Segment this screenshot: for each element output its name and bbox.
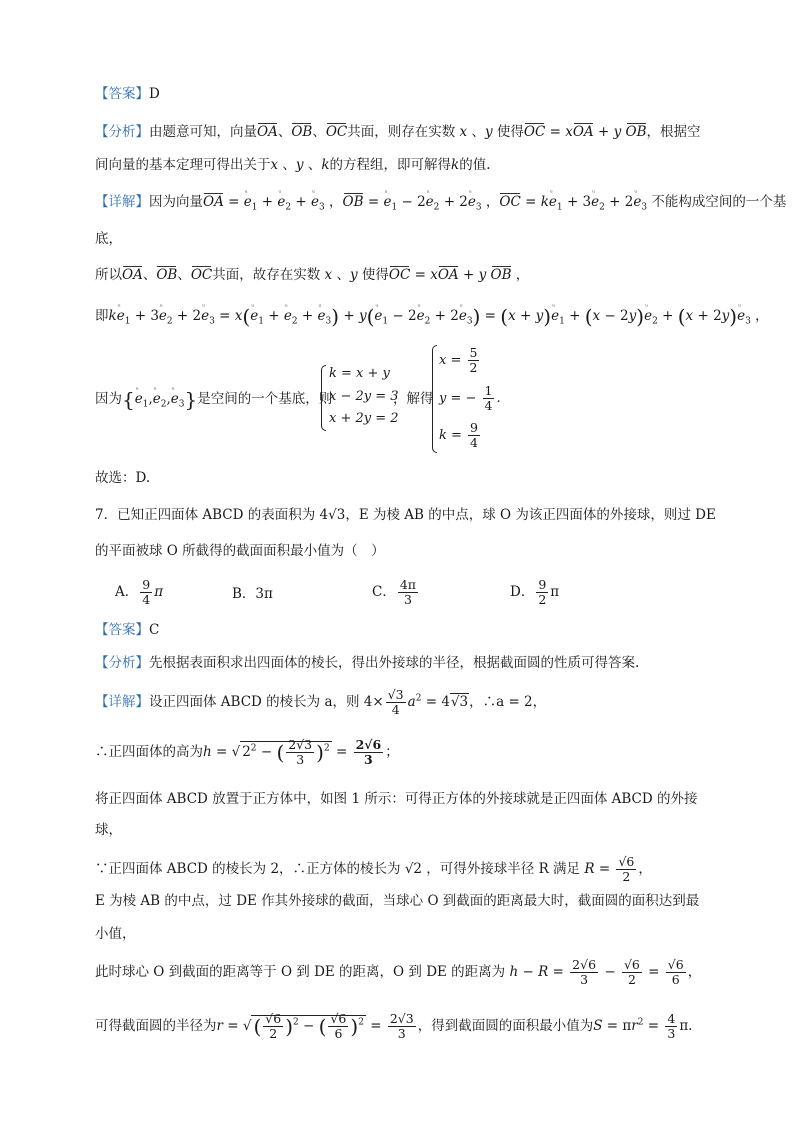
answer-line [95, 84, 160, 104]
detail-text: 因为 [95, 391, 122, 407]
detail-text: 小值， [95, 926, 136, 942]
detail-text: 球， [95, 822, 122, 838]
solution-brace [432, 345, 437, 453]
solve-text [393, 389, 434, 409]
detail-text: 此时球心 O 到截面的距离等于 O 到 DE 的距离，O 到 DE 的距离为 [95, 964, 506, 980]
analysis-text: 共面，则存在实数 [347, 124, 456, 140]
answer-tag: 【答案】 [95, 86, 149, 102]
option-label: B．3π [232, 586, 273, 602]
detail-text: E 为棱 AB 的中点，过 DE 作其外接球的截面，当球心 O 到截面的距离最大时，截面圆的面积达到最 [95, 893, 700, 909]
solution-k: k = $\frac{9}{4}$ [439, 420, 478, 450]
equation: x − 2y = 3 [329, 389, 399, 404]
analysis-text: 的值. [459, 157, 491, 173]
detail-text: 因为向量 [149, 194, 203, 210]
analysis-line-1: 【分析】由题意可知，向量OA、OB、OC共面，则存在实数 x 、y 使得OC = xOA + y OB，根据空 [95, 124, 701, 140]
q7-stem: 的平面被球 O 所截得的截面面积最小值为（ ） [95, 543, 385, 559]
option-c[interactable]: C． $\frac{4\pi}{3}$ [372, 577, 417, 607]
system-brace [321, 365, 326, 431]
detail-text: ∴正四面体的高为 [95, 744, 203, 760]
equation: x + 2y = 2 [329, 411, 399, 426]
q7-stem-line-2 [95, 541, 385, 561]
analysis-text: 使得 [496, 124, 524, 140]
detail-tag: 【详解】 [95, 194, 149, 210]
option-d[interactable]: D． $\frac{9}{2}$ π [510, 577, 560, 607]
detail-text: ，得到截面圆的面积最小值为 [417, 1018, 594, 1034]
analysis-text: 由题意可知，向量 [149, 124, 257, 140]
q7-answer-line [95, 620, 159, 640]
analysis-text: 先根据表面积求出四面体的棱长，得出外接球的半径，根据截面圆的性质可得答案. [149, 655, 640, 671]
analysis-text: 间向量的基本定理可得出关于 [95, 157, 271, 173]
analysis-text: ，根据空 [646, 124, 701, 140]
solution-x: x = $\frac{5}{2}$ [439, 345, 478, 375]
detail-text: 底， [95, 231, 122, 247]
q7-detail-line-4 [95, 820, 122, 840]
q7-detail-line-6 [95, 891, 699, 911]
q7-detail-line-7 [95, 924, 136, 944]
answer-tag: 【答案】 [95, 622, 149, 638]
option-a[interactable]: A． $\frac{9}{4}$ π [115, 577, 164, 607]
detail-text: 所以 [95, 267, 122, 283]
equation: k = x + y [329, 366, 390, 381]
detail-text: ∵正四面体 ABCD 的棱长为 2，∴正方体的棱长为 √2 ，可得外接球半径 R 满足 [95, 861, 581, 877]
q7-stem-line-1 [95, 505, 716, 525]
analysis-tag: 【分析】 [95, 124, 149, 140]
detail-line-2 [95, 229, 122, 249]
detail-text: 使得 [361, 267, 389, 283]
q7-detail-line-2: ∴正四面体的高为h = √ $2^2$ − ( $\frac{2√3}{3}$ )$^2$ = $\frac{2√6}{3}$ ； [95, 737, 399, 767]
conclude-line [95, 468, 150, 488]
detail-text: 共面，故存在实数 [212, 267, 321, 283]
detail-text: 设正四面体 ABCD 的棱长为 a，则 [149, 694, 360, 710]
q7-detail-line-9: 可得截面圆的半径为r = √ ( $\frac{√6}{2}$ )$^2$ − ( $\frac{√6}{6}$ )$^2$ = $\frac{2√3}{3}$ ，得到截面圆的面积最小值为$S = \pi r^2$ = $\frac{4}{3}$ π. [95, 1011, 693, 1041]
detail-text: 可得截面圆的半径为 [95, 1018, 217, 1034]
analysis-tag: 【分析】 [95, 655, 149, 671]
detail-text: 将正四面体 ABCD 放置于正方体中，如图 1 所示：可得正方体的外接球就是正四面体 ABCD 的外接 [95, 791, 698, 807]
detail-text: 不能构成空间的一个基 [651, 194, 787, 210]
solution-y: y = − $\frac{1}{4}$ . [439, 383, 501, 413]
detail-text: 是空间的一个基底，则 [197, 391, 333, 407]
q7-stem: 7．已知正四面体 ABCD 的表面积为 4√3，E 为棱 AB 的中点，球 O 为该正四面体的外接球，则过 DE [95, 507, 716, 523]
q7-detail-line-8: 此时球心 O 到截面的距离等于 O 到 DE 的距离，O 到 DE 的距离为 h − R = $\frac{2√6}{3}$ − $\frac{√6}{2}$ = $\frac{√6}{6}$ ， [95, 957, 702, 987]
detail-line-3: 所以OA、OB、OC共面，故存在实数 x 、y 使得OC = xOA + y OB ， [95, 267, 530, 283]
solve-label: ，解得 [393, 391, 434, 407]
option-b[interactable] [232, 582, 273, 602]
option-label: C． [372, 584, 396, 600]
answer-value: C [149, 622, 160, 638]
detail-text: ，∴a = 2， [469, 694, 547, 710]
q7-detail-line-3 [95, 789, 697, 809]
option-label: D． [510, 584, 535, 600]
detail-tag: 【详解】 [95, 694, 149, 710]
detail-line-5: 因为{ᵘ $e_1,ᵘ$ $e_2,ᵘ$ $e_3$}是空间的一个基底，则 [95, 389, 332, 415]
q7-analysis-line [95, 653, 639, 673]
option-label: A． [115, 584, 139, 600]
analysis-line-2: 间向量的基本定理可得出关于x 、y 、k的方程组，即可解得k的值. [95, 157, 491, 173]
detail-line-1: 【详解】因为向量OA = ᵘ $e_1$ + ᵘ $e_2$ + ᵘ $e_3$ ，OB = ᵘ $e_1$ − 2ᵘ $e_2$ + 2ᵘ $e_3$ ，OC = kᵘ $e_1$ + 3ᵘ $e_2$ + 2ᵘ $e_3$ 不能构成空间的一个基 [95, 192, 786, 218]
detail-line-4: 即kᵘ $e_1$ + 3ᵘ $e_2$ + 2ᵘ $e_3$ = x(ᵘ $e_1$ + ᵘ $e_2$ + ᵘ $e_3$) + y(ᵘ $e_1$ − 2ᵘ $e_2$ + 2ᵘ $e_3) = (x$ + y)ᵘ $e_1 + (x$ − 2y)ᵘ $e_2 + (x$ + 2y)ᵘ $e_3$ ， [95, 306, 769, 332]
conclude-text: 故选：D. [95, 470, 151, 486]
q7-detail-line-1: 【详解】设正四面体 ABCD 的棱长为 a，则 4× $\frac{√3}{4}$ $a^2 = 4√3$，∴a = 2， [95, 687, 547, 717]
analysis-text: 的方程组，即可解得 [329, 157, 452, 173]
answer-value: D [149, 86, 160, 102]
q7-detail-line-5: ∵正四面体 ABCD 的棱长为 2，∴正方体的棱长为 √2 ，可得外接球半径 R 满足 R = $\frac{√6}{2}$ ， [95, 854, 652, 884]
